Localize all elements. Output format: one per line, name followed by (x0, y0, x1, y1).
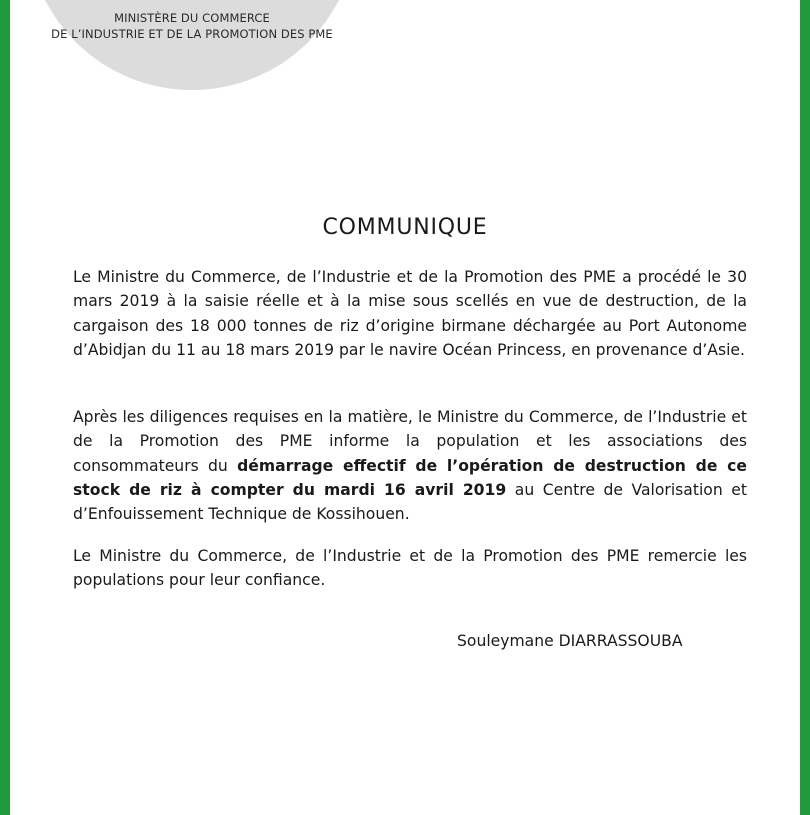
right-green-border (800, 0, 810, 815)
paragraph-destruction (73, 405, 747, 526)
paragraph-destruction-location: au Centre de Valorisation et d’Enfouissement Technique de Kossihouen. (73, 480, 747, 524)
paragraph-destruction-intro: Après les diligences requises en la matière, le Ministre du Commerce, de l’Industrie et de la Promotion des PME informe la population et les associations des consommateurs du (73, 408, 747, 475)
ministry-name-line2: DE L’INDUSTRIE ET DE LA PROMOTION DES PME (51, 27, 333, 41)
paragraph-seizure: Le Ministre du Commerce, de l’Industrie et de la Promotion des PME a procédé le 30 mars 2019 à la saisie réelle et à la mise sous scellés en vue de destruction, de la cargaison des 18 000 tonnes de riz d’origine birmane déchargée au Port Autonome d’Abidjan du 11 au 18 mars 2019 par le navire Océan Princess, en provenance d’Asie. (73, 268, 747, 359)
paragraph-destruction-highlight: démarrage effectif de l’opération de destruction de ce stock de riz à compter du mardi 16 avril 2019 (73, 456, 747, 499)
ministry-name-line1: MINISTÈRE DU COMMERCE (114, 11, 270, 25)
left-green-border (0, 0, 10, 815)
paragraph-thanks: Le Ministre du Commerce, de l’Industrie et de la Promotion des PME remercie les populations pour leur confiance. (73, 547, 747, 590)
signature-name: Souleymane DIARRASSOUBA (457, 632, 683, 650)
document-title: COMMUNIQUE (322, 215, 488, 240)
